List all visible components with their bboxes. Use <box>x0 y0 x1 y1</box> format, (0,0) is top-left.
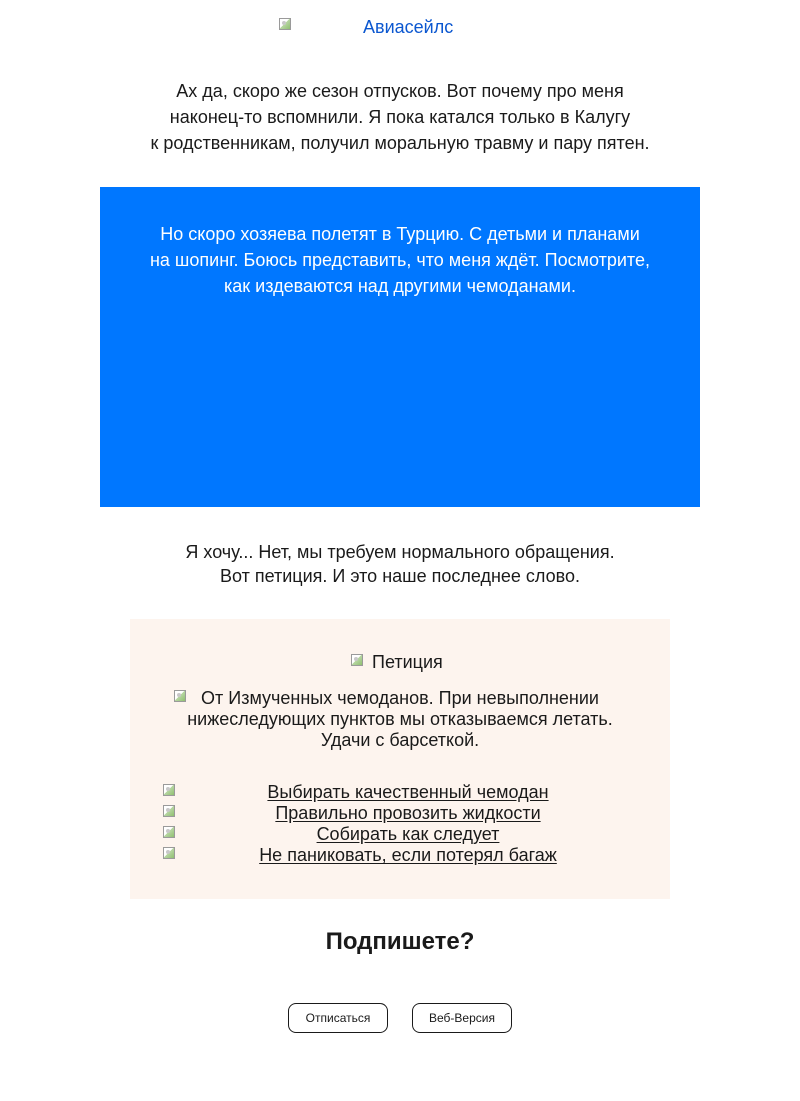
broken-image-icon <box>278 17 294 33</box>
petition-card <box>130 619 670 899</box>
description-line: От Измученных чемоданов. При невыполнении <box>201 688 599 708</box>
broken-image-icon <box>162 804 178 820</box>
demand-link-liquids[interactable]: Правильно провозить жидкости <box>275 803 541 823</box>
list-item <box>162 782 654 803</box>
intro-line: наконец-то вспомнили. Я пока катался только в Калугу <box>169 107 631 127</box>
broken-image-icon <box>173 689 189 705</box>
unsubscribe-button[interactable]: Отписаться <box>288 1003 388 1033</box>
banner-line: Но скоро хозяева полетят в Турцию. С детьми и планами <box>160 224 640 244</box>
demand-paragraph <box>100 540 700 588</box>
description-line: нижеследующих пунктов мы отказываемся летать. <box>187 709 613 729</box>
demand-link-lost-baggage[interactable]: Не паниковать, если потерял багаж <box>259 845 557 865</box>
logo-alt-text[interactable]: Авиасейлс <box>363 17 454 37</box>
header-logo[interactable] <box>0 16 800 40</box>
banner-line: как издеваются над другими чемоданами. <box>224 276 576 296</box>
footer-buttons <box>0 1003 800 1033</box>
petition-title: Петиция <box>372 652 443 672</box>
intro-paragraph <box>100 78 700 156</box>
list-item <box>162 845 654 866</box>
list-item <box>162 824 654 845</box>
intro-line: к родственникам, получил моральную травму и пару пятен. <box>150 133 650 153</box>
petition-demands-list <box>162 782 654 866</box>
intro-line: Ах да, скоро же сезон отпусков. Вот почему про меня <box>176 81 624 101</box>
demand-line: Я хочу... Нет, мы требуем нормального обращения. <box>185 542 615 562</box>
broken-image-icon <box>162 825 178 841</box>
petition-description <box>170 688 630 751</box>
demand-line: Вот петиция. И это наше последнее слово. <box>219 566 581 586</box>
sign-question-heading: Подпишете? <box>325 928 475 955</box>
web-version-button[interactable]: Веб-Версия <box>412 1003 512 1033</box>
broken-image-icon <box>350 653 366 669</box>
banner-line: на шопинг. Боюсь представить, что меня ждёт. Посмотрите, <box>149 250 650 270</box>
description-line: Удачи с барсеткой. <box>320 730 480 750</box>
list-item <box>162 803 654 824</box>
petition-title-row <box>130 651 670 673</box>
video-banner <box>100 187 700 507</box>
broken-image-icon <box>162 846 178 862</box>
broken-image-icon <box>162 783 178 799</box>
demand-link-packing[interactable]: Собирать как следует <box>316 824 500 844</box>
banner-text <box>100 221 700 299</box>
demand-link-quality-suitcase[interactable]: Выбирать качественный чемодан <box>267 782 549 802</box>
